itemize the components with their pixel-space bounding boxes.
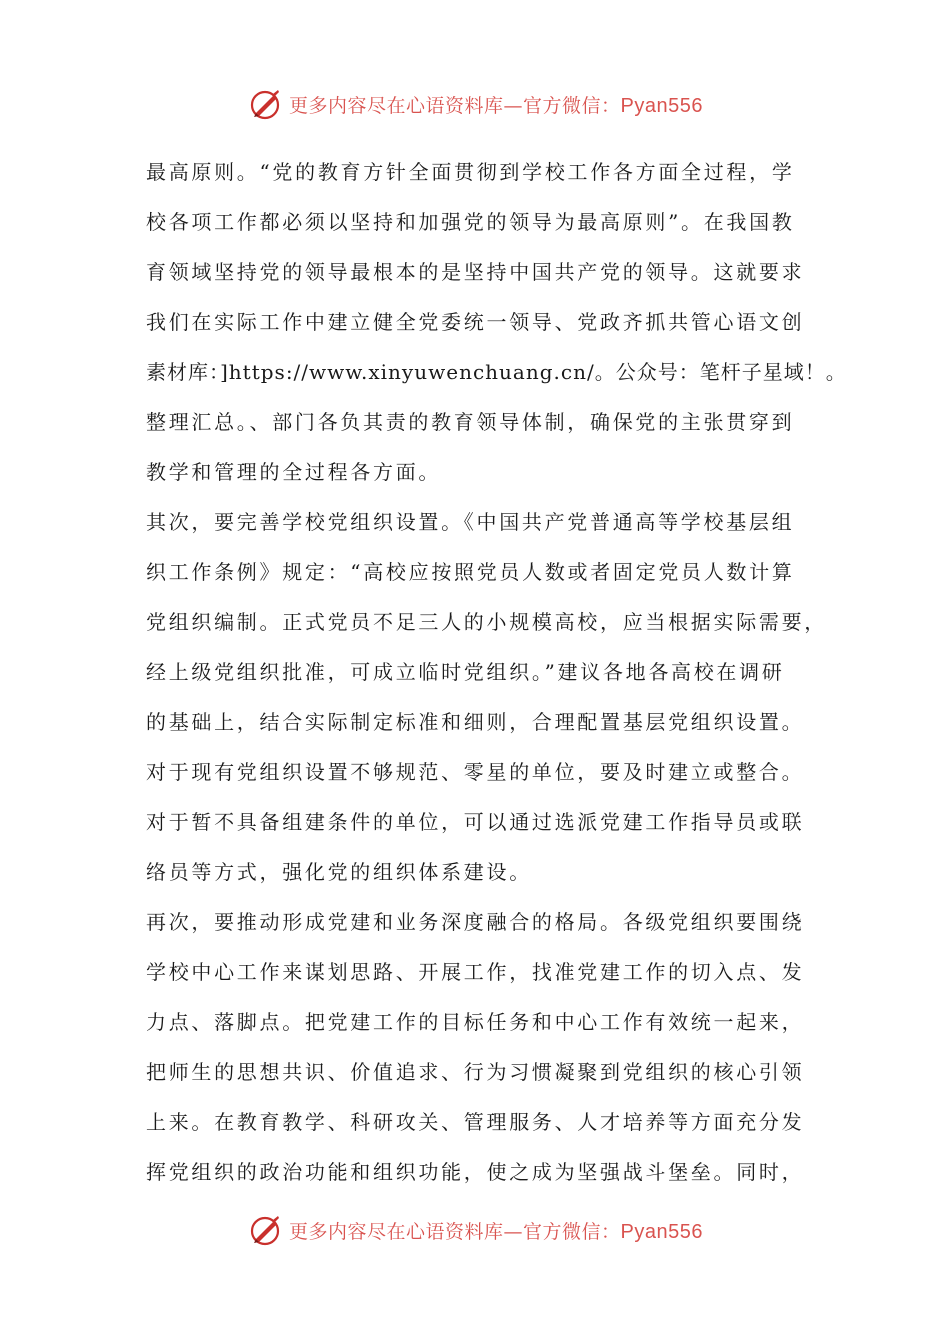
text-line: 的基础上，结合实际制定标准和细则，合理配置基层党组织设置。 <box>146 710 805 734</box>
pen-logo-icon <box>247 86 283 122</box>
text-line: 育领域坚持党的领导最根本的是坚持中国共产党的领导。这就要求 <box>146 260 805 284</box>
document-body <box>146 147 847 1197</box>
text-line: 挥党组织的政治功能和组织功能，使之成为坚强战斗堡垒。同时， <box>146 1160 805 1184</box>
text-line: 其次，要完善学校党组织设置。《中国共产党普通高等学校基层组 <box>146 510 795 534</box>
text-line: 上来。在教育教学、科研攻关、管理服务、人才培养等方面充分发 <box>146 1110 805 1134</box>
text-line: 络员等方式，强化党的组织体系建设。 <box>146 860 532 884</box>
text-line: 对于现有党组织设置不够规范、零星的单位，要及时建立或整合。 <box>146 760 805 784</box>
text-line: 教学和管理的全过程各方面。 <box>146 460 442 484</box>
banner-text: 更多内容尽在心语资料库—官方微信：Pyan556 <box>289 1220 703 1243</box>
footer-banner <box>0 1210 950 1250</box>
text-line-with-url: 素材库：]https://www.xinyuwenchuang.cn/。公众号：笔杆子星域！。 <box>146 360 847 384</box>
text-line: 再次，要推动形成党建和业务深度融合的格局。各级党组织要围绕 <box>146 910 805 934</box>
text-line: 我们在实际工作中建立健全党委统一领导、党政齐抓共管心语文创 <box>146 310 805 334</box>
text-line: 校各项工作都必须以坚持和加强党的领导为最高原则”。在我国教 <box>146 210 795 234</box>
banner-text: 更多内容尽在心语资料库—官方微信：Pyan556 <box>289 94 703 117</box>
text-line: 力点、落脚点。把党建工作的目标任务和中心工作有效统一起来， <box>146 1010 805 1034</box>
text-line: 把师生的思想共识、价值追求、行为习惯凝聚到党组织的核心引领 <box>146 1060 805 1084</box>
text-line: 经上级党组织批准，可成立临时党组织。”建议各地各高校在调研 <box>146 660 785 684</box>
text-line: 对于暂不具备组建条件的单位，可以通过选派党建工作指导员或联 <box>146 810 805 834</box>
text-line: 织工作条例》规定：“高校应按照党员人数或者固定党员人数计算 <box>146 560 795 584</box>
text-line: 最高原则。“党的教育方针全面贯彻到学校工作各方面全过程，学 <box>146 160 795 184</box>
text-line: 学校中心工作来谋划思路、开展工作，找准党建工作的切入点、发 <box>146 960 805 984</box>
text-line: 整理汇总。、部门各负其责的教育领导体制，确保党的主张贯穿到 <box>146 410 795 434</box>
pen-logo-icon <box>247 1212 283 1248</box>
text-line: 党组织编制。正式党员不足三人的小规模高校，应当根据实际需要， <box>146 610 827 634</box>
header-banner <box>0 84 950 124</box>
